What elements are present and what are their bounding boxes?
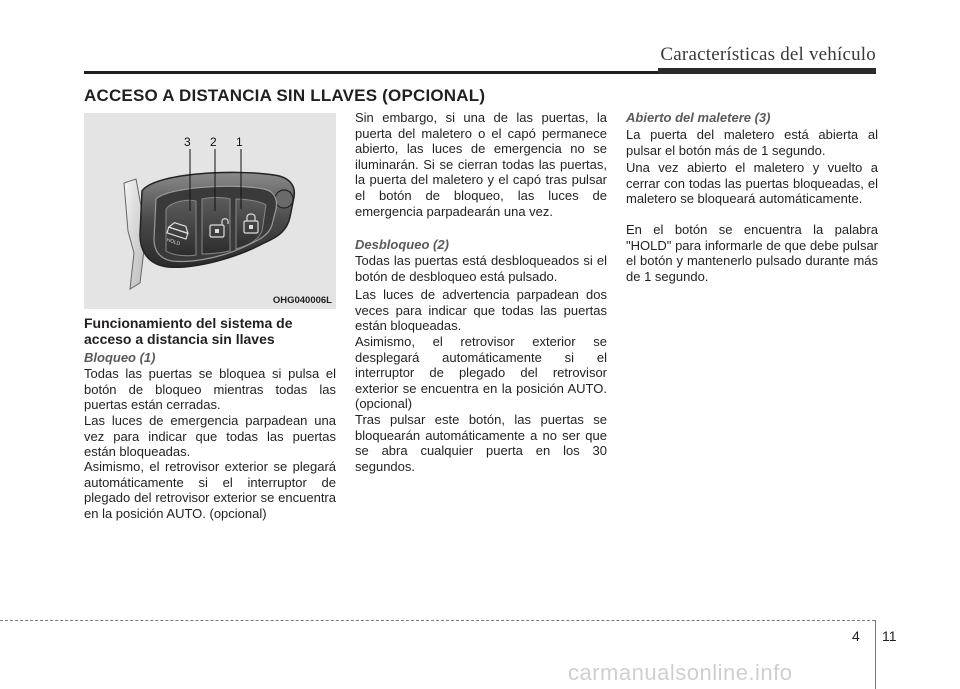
- paragraph: La puerta del maletero está abierta al pulsar el botón más de 1 segundo.: [626, 127, 878, 158]
- paragraph: Todas las puertas está desbloqueados si el botón de desbloqueo está pulsado.: [355, 253, 607, 284]
- paragraph: Las luces de emergencia parpadean una vez para indicar que todas las puertas están bloqueadas.: [84, 413, 336, 460]
- chapter-number: 4: [852, 628, 860, 644]
- header-rule-accent: [658, 68, 876, 74]
- callout-2: 2: [210, 135, 217, 149]
- section-title: ACCESO A DISTANCIA SIN LLAVES (OPCIONAL): [84, 86, 486, 105]
- header-title: Características del vehículo: [660, 44, 876, 65]
- svg-text:HOLD: HOLD: [165, 237, 181, 248]
- page-number: 11: [882, 628, 897, 644]
- item-heading-lock: Bloqueo (1): [84, 350, 156, 365]
- watermark: carmanualsonline.info: [568, 660, 793, 685]
- figure-code: OHG040006L: [272, 295, 332, 306]
- paragraph: Tras pulsar este botón, las puertas se bloquearán automáticamente a no ser que se abra cualquier puerta en los 30 segundos.: [355, 412, 607, 474]
- paragraph: Todas las puertas se bloquea si pulsa el botón de bloqueo mientras todas las puertas están cerradas.: [84, 366, 336, 413]
- footer-rule: [0, 620, 875, 621]
- paragraph: Las luces de advertencia parpadean dos veces para indicar que todas las puertas están bloqueadas.: [355, 287, 607, 334]
- callout-1: 1: [236, 135, 243, 149]
- key-fob-figure: [84, 113, 336, 309]
- paragraph: En el botón se encuentra la palabra "HOLD" para informarle de que debe pulsar el botón y mantenerlo pulsado durante más de 1 segundo.: [626, 222, 878, 284]
- paragraph: Asimismo, el retrovisor exterior se desplegará automáticamente si el interruptor de plegado del retrovisor exterior se encuentra en la posición AUTO. (opcional): [355, 334, 607, 412]
- paragraph: Sin embargo, si una de las puertas, la puerta del maletero o el capó permanece abierto, las luces de emergencia no se iluminarán. Si se cierran todas las puertas, la puerta del maletero y el capó tras pulsar el botón de bloqueo, las luces de emergencia parpadearán una vez.: [355, 110, 607, 219]
- unlock-button: [202, 198, 230, 255]
- item-heading-unlock: Desbloqueo (2): [355, 237, 449, 252]
- paragraph: Asimismo, el retrovisor exterior se plegará automáticamente si el interruptor de plegado del retrovisor exterior se encuentra en la posición AUTO. (opcional): [84, 459, 336, 521]
- callout-3: 3: [184, 135, 191, 149]
- paragraph: Una vez abierto el maletero y vuelto a cerrar con todas las puertas bloqueadas, el maletero se bloqueará automáticamente.: [626, 160, 878, 207]
- footer-divider: [875, 620, 876, 689]
- item-heading-trunk: Abierto del maletere (3): [626, 110, 771, 125]
- subheading: Funcionamiento del sistema de acceso a distancia sin llaves: [84, 315, 293, 347]
